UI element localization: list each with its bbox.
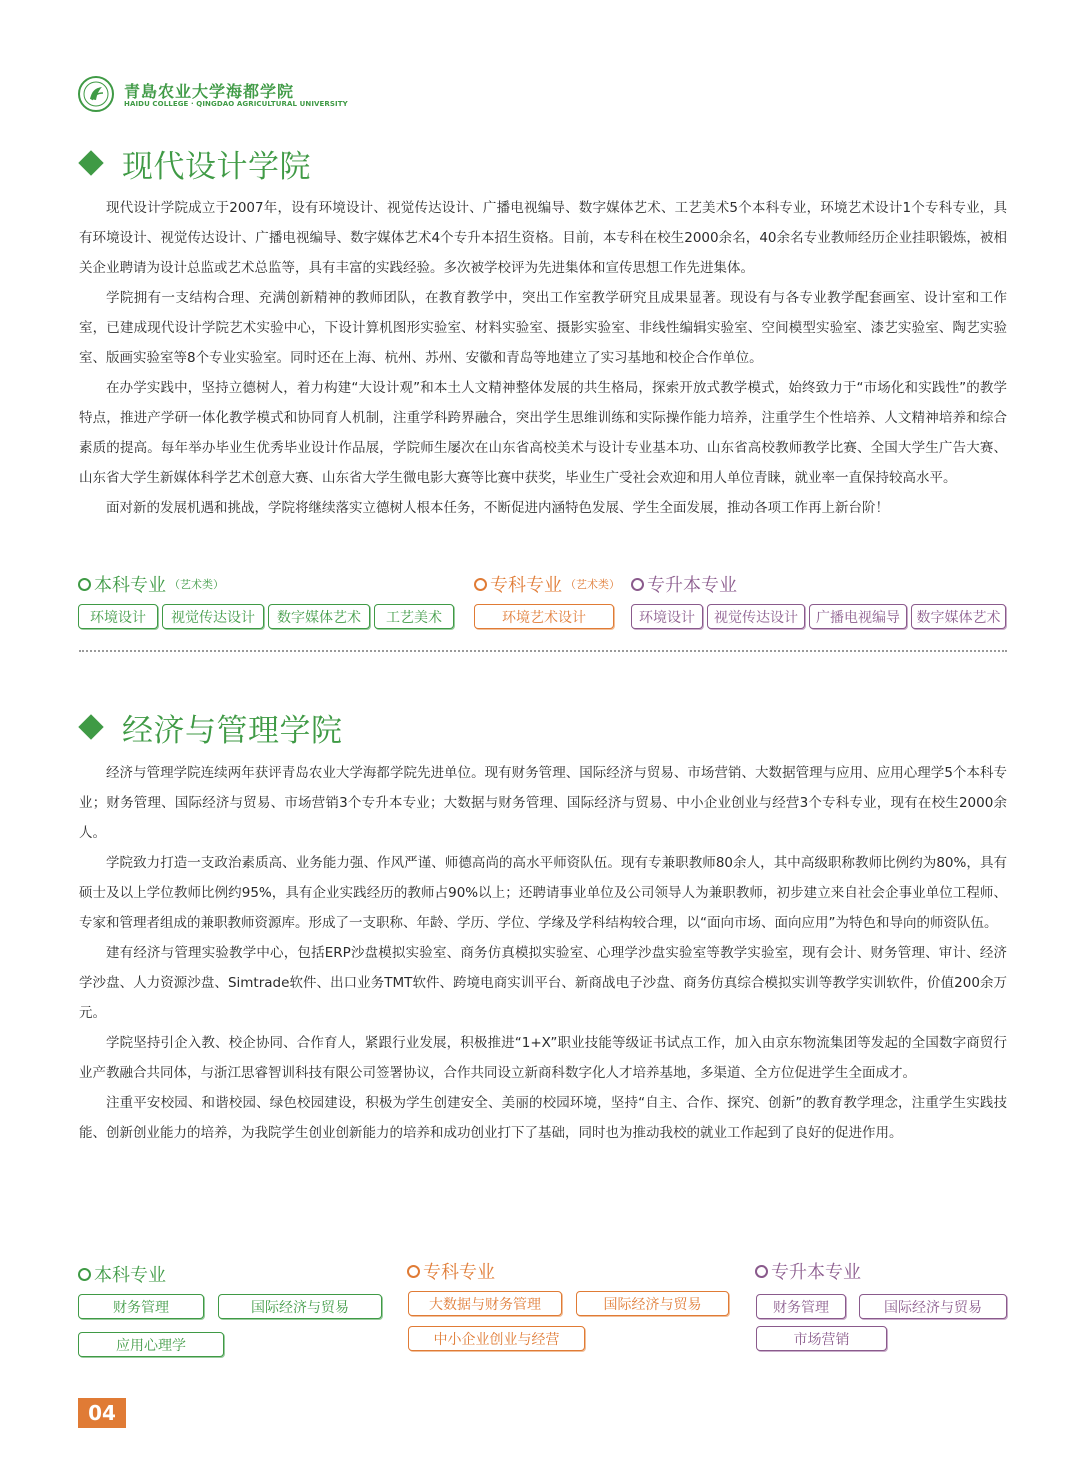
ring-icon	[407, 1265, 420, 1278]
major-tag: 市场营销	[756, 1326, 887, 1351]
category-note: （艺术类）	[565, 578, 620, 591]
major-tag: 中小企业创业与经营	[408, 1326, 585, 1351]
section1-body	[79, 193, 1007, 523]
major-tag: 财务管理	[756, 1294, 846, 1319]
paragraph: 建有经济与管理实验教学中心，包括ERP沙盘模拟实验室、商务仿真模拟实验室、心理学沙盘实验室等教学实验室，现有会计、财务管理、审计、经济学沙盘、人力资源沙盘、Simtrade软件、出口业务TMT软件、跨境电商实训平台、新商战电子沙盘、商务仿真综合模拟实训等教学实训软件，价值200余万元。	[79, 945, 1007, 1021]
category-upgrade	[631, 571, 737, 597]
major-tag: 环境艺术设计	[474, 604, 614, 629]
major-tag: 国际经济与贸易	[576, 1291, 729, 1316]
category-note: （艺术类）	[169, 578, 224, 591]
major-tag: 视觉传达设计	[707, 604, 805, 629]
category-label: 专科专业	[490, 575, 562, 596]
major-tag: 环境设计	[78, 604, 158, 629]
category-undergrad	[78, 571, 224, 597]
section-title-design	[78, 143, 311, 183]
dotted-divider	[79, 650, 1007, 652]
category-junior	[407, 1258, 495, 1284]
section-title-economics	[78, 707, 343, 747]
ring-icon	[755, 1265, 768, 1278]
category-label: 专科专业	[423, 1262, 495, 1283]
college-logo-icon	[78, 76, 114, 112]
paragraph: 学院拥有一支结构合理、充满创新精神的教师团队，在教育教学中，突出工作室教学研究且成果显著。现设有与各专业教学配套画室、设计室和工作室，已建成现代设计学院艺术实验中心，下设计算机图形实验室、材料实验室、摄影实验室、非线性编辑实验室、空间模型实验室、漆艺实验室、陶艺实验室、版画实验室等8个专业实验室。同时还在上海、杭州、苏州、安徽和青岛等地建立了实习基地和校企合作单位。	[79, 290, 1007, 366]
major-tag: 环境设计	[631, 604, 703, 629]
paragraph: 在办学实践中，坚持立德树人，着力构建“大设计观”和本土人文精神整体发展的共生格局，探索开放式教学模式，始终致力于“市场化和实践性”的教学特点，推进产学研一体化教学模式和协同育人机制，注重学科跨界融合，突出学生思维训练和实际操作能力培养，注重学生个性培养、人文精神培养和综合素质的提高。每年举办毕业生优秀毕业设计作品展，学院师生屡次在山东省高校美术与设计专业基本功、山东省高校教师教学比赛、全国大学生广告大赛、山东省大学生新媒体科学艺术创意大赛、山东省大学生微电影大赛等比赛中获奖，毕业生广受社会欢迎和用人单位青睐，就业率一直保持较高水平。	[79, 380, 1007, 486]
paragraph: 学院致力打造一支政治素质高、业务能力强、作风严谨、师德高尚的高水平师资队伍。现有专兼职教师80余人，其中高级职称教师比例约为80%，具有硕士及以上学位教师比例约95%，具有企业实践经历的教师占90%以上；还聘请事业单位及公司领导人为兼职教师，初步建立来自社会企事业单位工程师、专家和管理者组成的兼职教师资源库。形成了一支职称、年龄、学历、学位、学缘及学科结构较合理，以“面向市场、面向应用”为特色和导向的师资队伍。	[79, 855, 1007, 931]
major-tag: 大数据与财务管理	[408, 1291, 562, 1316]
major-tag: 财务管理	[78, 1294, 204, 1319]
category-junior	[474, 571, 620, 597]
paragraph: 面对新的发展机遇和挑战，学院将继续落实立德树人根本任务，不断促进内涵特色发展、学生全面发展，推动各项工作再上新台阶！	[106, 500, 889, 516]
category-label: 专升本专业	[771, 1262, 861, 1283]
major-tag: 国际经济与贸易	[859, 1294, 1007, 1319]
paragraph: 学院坚持引企入教、校企协同、合作育人，紧跟行业发展，积极推进“1+X”职业技能等级证书试点工作，加入由京东物流集团等发起的全国数字商贸行业产教融合共同体，与浙江思睿智训科技有限公司签署协议，合作共同设立新商科数字化人才培养基地，多渠道、全方位促进学生全面成才。	[79, 1035, 1007, 1081]
major-tag: 数字媒体艺术	[268, 604, 370, 629]
page-number: 04	[78, 1398, 126, 1428]
category-undergrad	[78, 1261, 166, 1287]
category-upgrade	[755, 1258, 861, 1284]
category-label: 专升本专业	[647, 575, 737, 596]
major-tag: 视觉传达设计	[162, 604, 264, 629]
major-tag: 广播电视编导	[809, 604, 907, 629]
ring-icon	[78, 578, 91, 591]
paragraph: 注重平安校园、和谐校园、绿色校园建设，积极为学生创建安全、美丽的校园环境，坚持“自主、合作、探究、创新”的教育教学理念，注重学生实践技能、创新创业能力的培养，为我院学生创业创新能力的培养和成功创业打下了基础，同时也为推动我校的就业工作起到了良好的促进作用。	[79, 1095, 1007, 1141]
category-label: 本科专业	[94, 1265, 166, 1286]
diamond-bullet-icon	[78, 150, 103, 175]
major-tag: 工艺美术	[374, 604, 454, 629]
category-label: 本科专业	[94, 575, 166, 596]
paragraph: 现代设计学院成立于2007年，设有环境设计、视觉传达设计、广播电视编导、数字媒体艺术、工艺美术5个本科专业，环境艺术设计1个专科专业，具有环境设计、视觉传达设计、广播电视编导、数字媒体艺术4个专升本招生资格。目前，本专科在校生2000余名，40余名专业教师经历企业挂职锻炼，被相关企业聘请为设计总监或艺术总监等，具有丰富的实践经验。多次被学校评为先进集体和宣传思想工作先进集体。	[79, 200, 1007, 276]
section2-body	[79, 758, 1007, 1148]
ring-icon	[631, 578, 644, 591]
school-name-cn: 青島农业大学海都学院	[124, 82, 295, 101]
major-tag: 数字媒体艺术	[911, 604, 1006, 629]
major-tag: 应用心理学	[78, 1332, 224, 1357]
section-title-text: 经济与管理学院	[122, 712, 343, 749]
ring-icon	[78, 1268, 91, 1281]
ring-icon	[474, 578, 487, 591]
school-name-en: HAIDU COLLEGE · QINGDAO AGRICULTURAL UNIVERSITY	[124, 100, 348, 108]
paragraph: 经济与管理学院连续两年获评青岛农业大学海都学院先进单位。现有财务管理、国际经济与贸易、市场营销、大数据管理与应用、应用心理学5个本科专业；财务管理、国际经济与贸易、市场营销3个专升本专业；大数据与财务管理、国际经济与贸易、中小企业创业与经营3个专科专业，现有在校生2000余人。	[79, 765, 1007, 841]
section-title-text: 现代设计学院	[122, 148, 311, 185]
major-tag: 国际经济与贸易	[218, 1294, 382, 1319]
diamond-bullet-icon	[78, 714, 103, 739]
